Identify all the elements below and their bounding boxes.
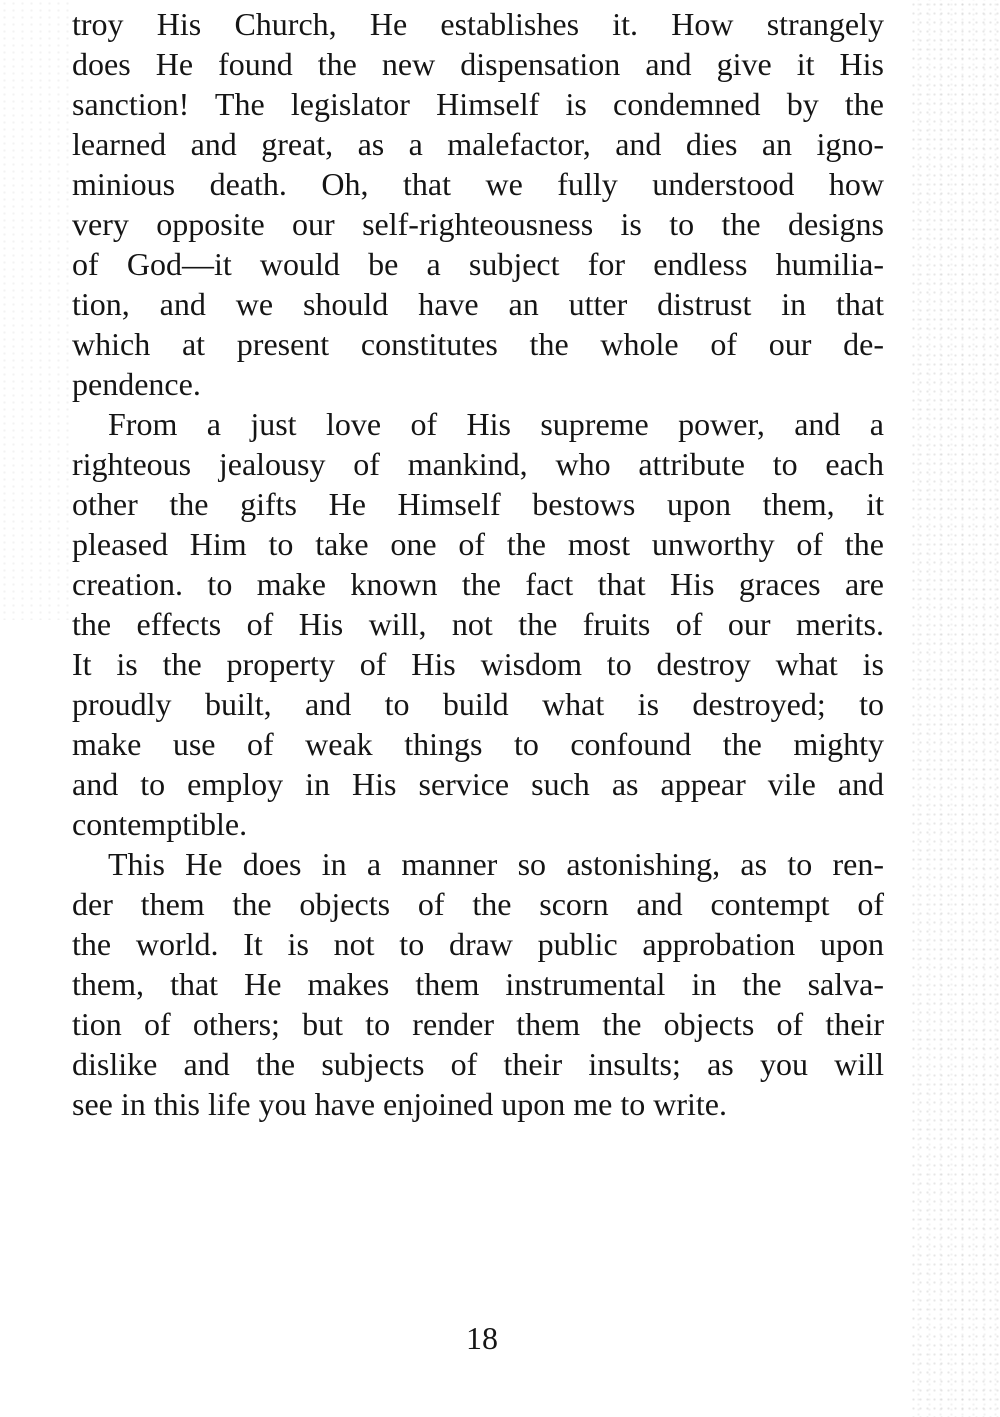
text-line: righteous jealousy of mankind, who attribute to each [72,446,884,482]
text-line: tion, and we should have an utter distrust in that [72,286,884,322]
scan-noise-right [910,0,1000,1417]
text-line: the effects of His will, not the fruits of our merits. [72,606,884,642]
text-line: contemptible. [72,806,248,842]
page-number: 18 [466,1320,498,1356]
text-line: learned and great, as a malefactor, and dies an igno- [72,126,884,162]
text-line: other the gifts He Himself bestows upon them, it [72,486,884,522]
text-line: creation. to make known the fact that His graces are [72,566,884,602]
text-line: pleased Him to take one of the most unworthy of the [72,526,884,562]
text-line: very opposite our self-righteousness is to the designs [72,206,884,242]
text-line: and to employ in His service such as appear vile and [72,766,884,802]
text-line: This He does in a manner so astonishing, as to ren- [108,846,884,882]
text-line: der them the objects of the scorn and contempt of [72,886,884,922]
scan-noise-left [0,0,70,620]
text-line: dislike and the subjects of their insults; as you will [72,1046,884,1082]
text-line: of God—it would be a subject for endless humilia- [72,246,884,282]
text-line: proudly built, and to build what is destroyed; to [72,686,884,722]
text-line: pendence. [72,366,201,402]
text-line: It is the property of His wisdom to destroy what is [72,646,884,682]
text-line: sanction! The legislator Himself is condemned by the [72,86,884,122]
text-line: the world. It is not to draw public approbation upon [72,926,884,962]
text-line: make use of weak things to confound the mighty [72,726,884,762]
text-line: see in this life you have enjoined upon me to write. [72,1086,727,1122]
text-line: minious death. Oh, that we fully understood how [72,166,884,202]
text-line: does He found the new dispensation and give it His [72,46,884,82]
text-line: which at present constitutes the whole of our de- [72,326,884,362]
text-line: them, that He makes them instrumental in the salva- [72,966,884,1002]
text-line: From a just love of His supreme power, and a [108,406,884,442]
text-line: troy His Church, He establishes it. How strangely [72,6,884,42]
text-line: tion of others; but to render them the objects of their [72,1006,884,1042]
